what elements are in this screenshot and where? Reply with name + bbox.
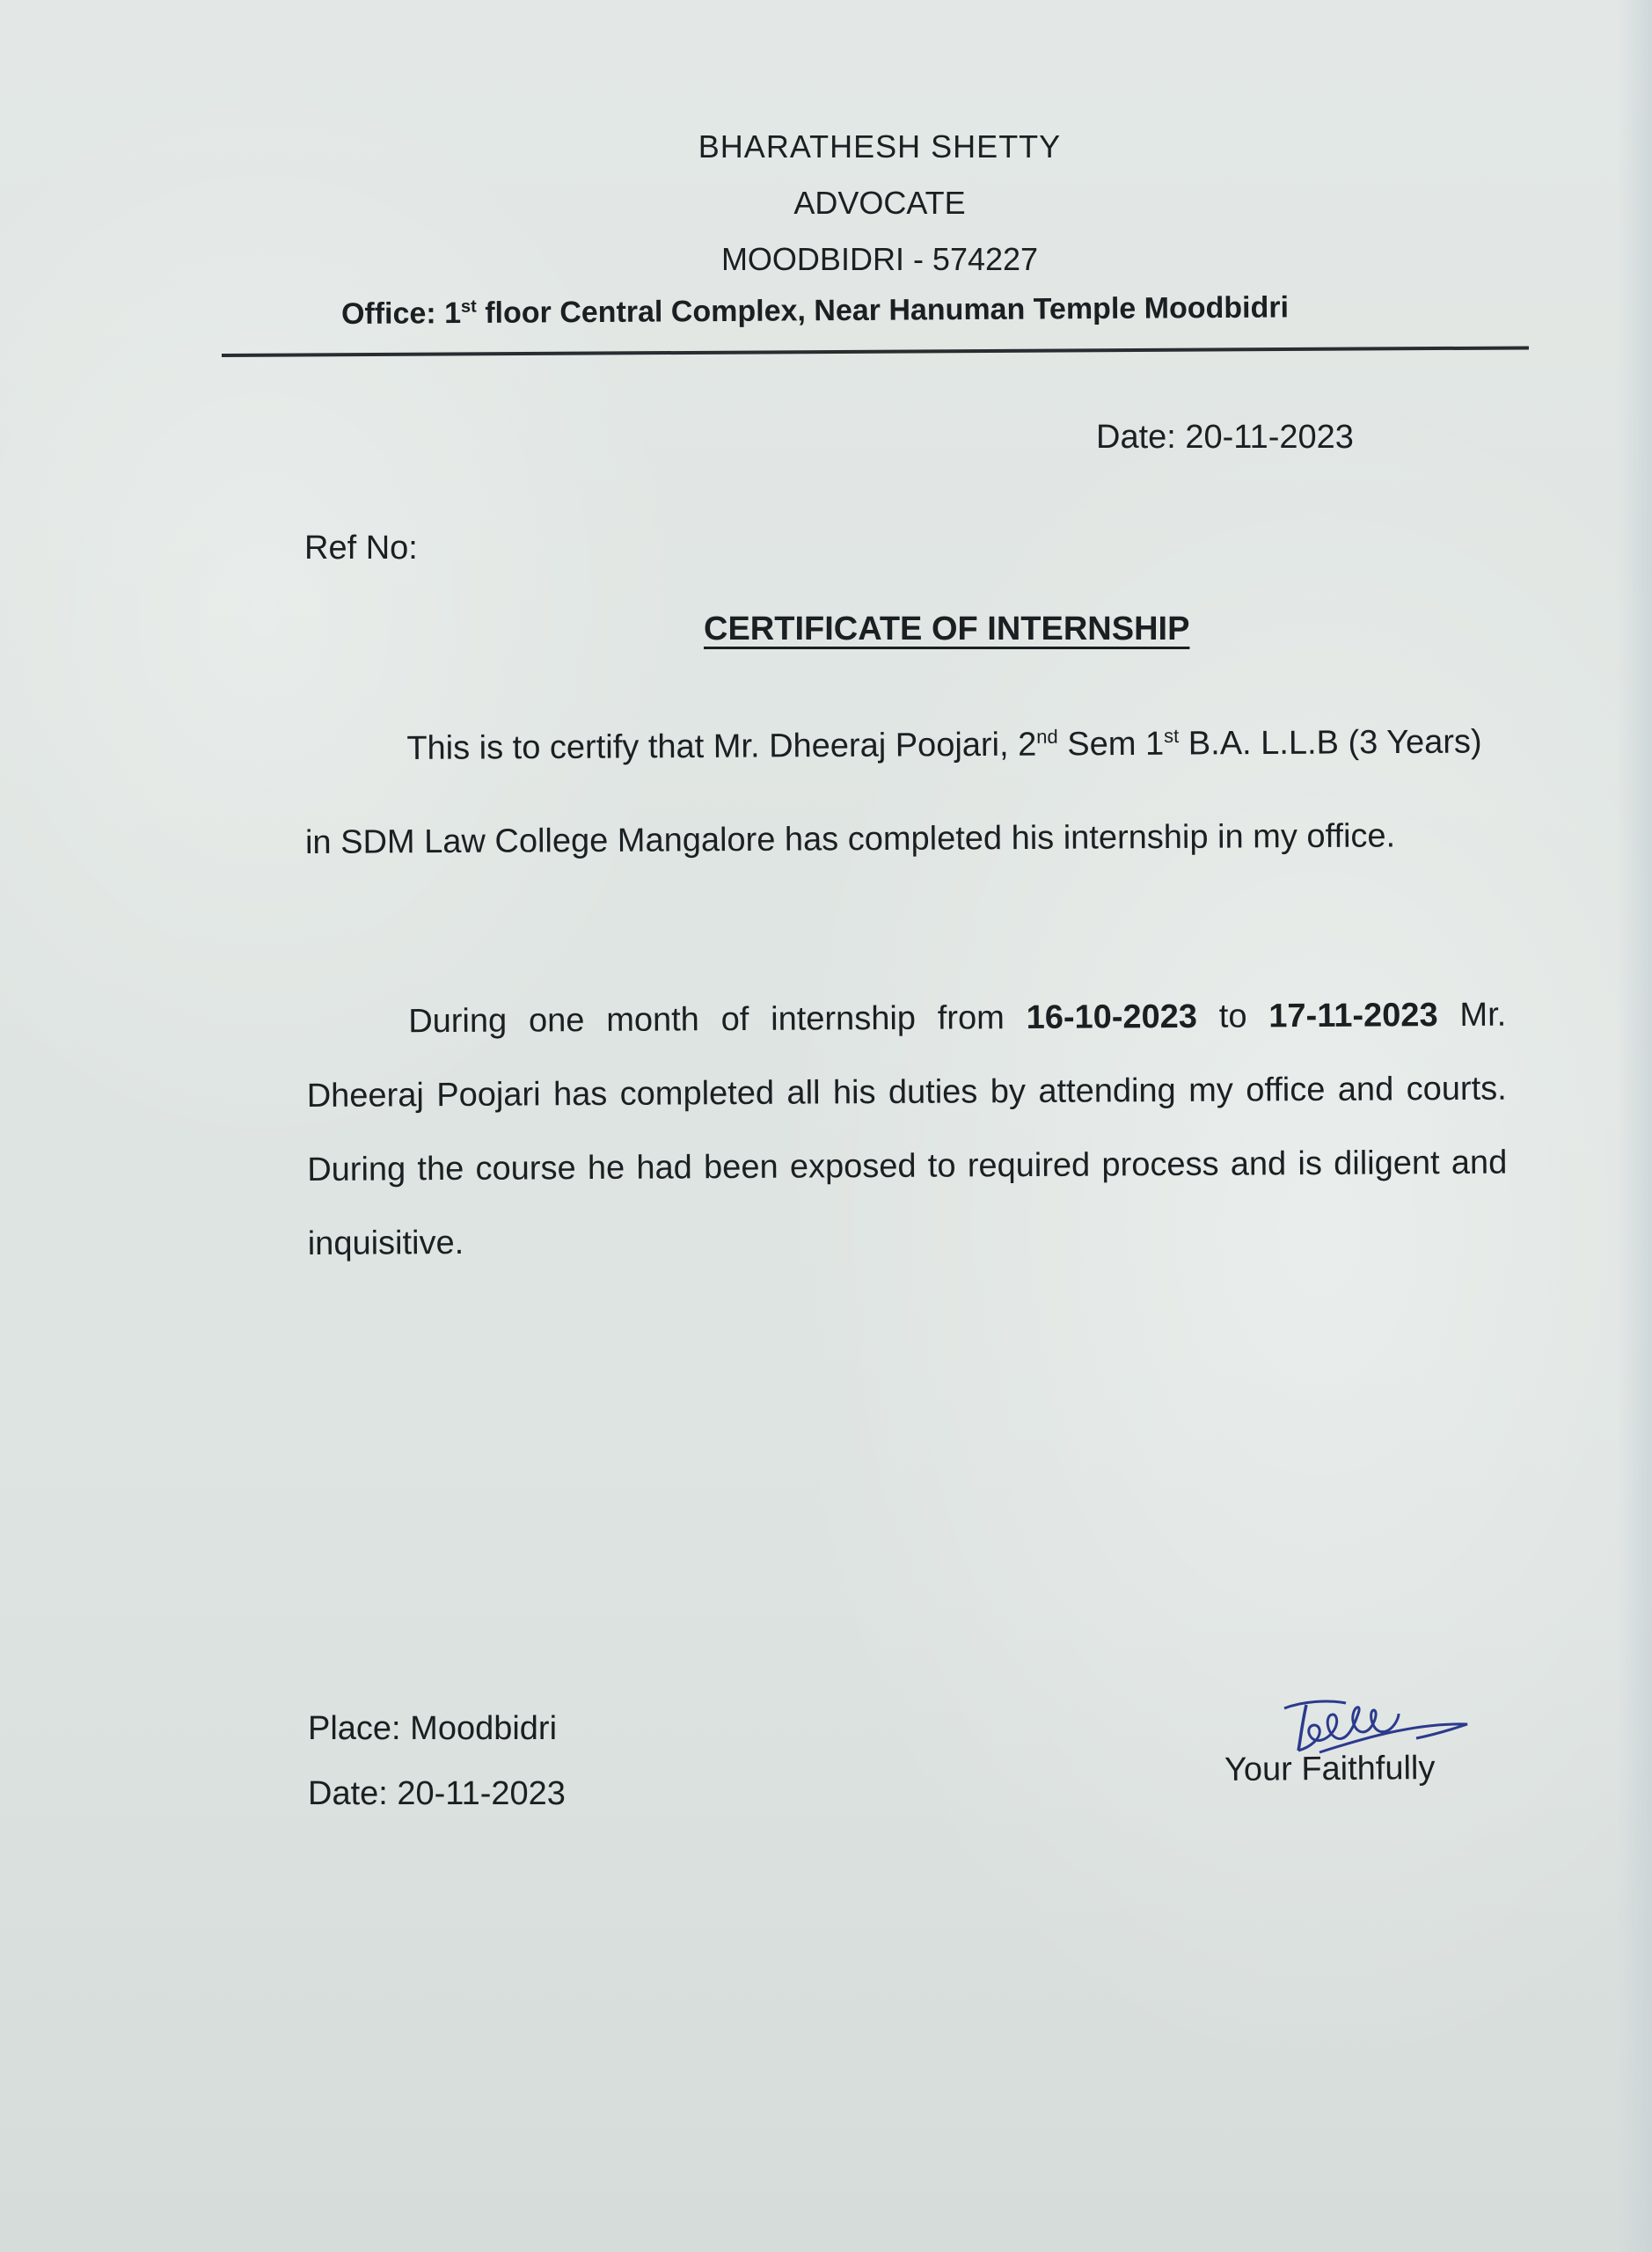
reference-number: Ref No: [304, 530, 418, 567]
letterhead-location: MOODBIDRI - 574227 [720, 241, 1039, 277]
closing-salutation: Your Faithfully [1224, 1749, 1436, 1789]
internship-end-date: 17-11-2023 [1268, 997, 1438, 1035]
para1-sup1: nd [1036, 725, 1058, 748]
office-prefix: Office: 1 [340, 296, 462, 331]
para1-part2: Sem 1 [1057, 725, 1165, 764]
place: Place: Moodbidri [308, 1710, 558, 1747]
page-edge-shadow [1617, 0, 1652, 2252]
certificate-title: CERTIFICATE OF INTERNSHIP [704, 611, 1190, 647]
para1-part1: This is to certify that Mr. Dheeraj Poojari, 2 [406, 726, 1037, 767]
letterhead-divider [222, 346, 1529, 357]
office-rest: floor Central Complex, Near Hanuman Temple Moodbidri [476, 290, 1290, 330]
letterhead-office-address [341, 290, 1289, 332]
para2-part2: to [1196, 998, 1269, 1035]
para1-part3: B.A. L.L.B (3 Years) in SDM Law College Mangalore has completed his internship in my office. [304, 723, 1482, 861]
office-superscript: st [460, 296, 477, 317]
para2-part3: Mr. Dheeraj Poojari has completed all his duties by attending my office and courts. During the course he had been exposed to required process and is diligent and inquisitive. [306, 996, 1508, 1262]
signing-date: Date: 20-11-2023 [308, 1775, 566, 1812]
internship-details-paragraph [306, 978, 1508, 1281]
issue-date: Date: 20-11-2023 [1096, 419, 1354, 456]
letterhead-name: BHARATHESH SHETTY [698, 128, 1062, 165]
internship-start-date: 16-10-2023 [1026, 998, 1198, 1036]
para1-sup2: st [1164, 724, 1180, 748]
letterhead-designation: ADVOCATE [793, 185, 966, 221]
para2-part1: During one month of internship from [408, 999, 1027, 1041]
certification-paragraph [304, 688, 1502, 889]
